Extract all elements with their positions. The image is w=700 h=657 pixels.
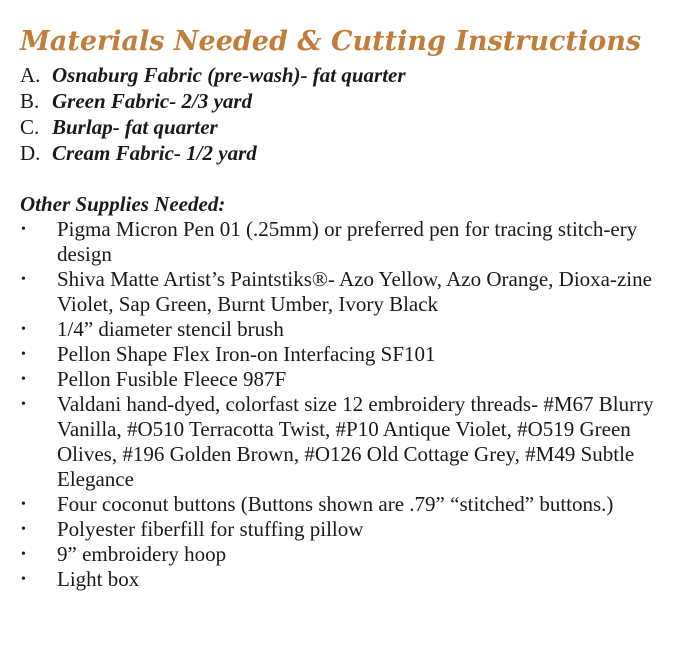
supply-text: Valdani hand-dyed, colorfast size 12 embroidery threads- #M67 Blurry Vanilla, #O510 Terracotta Twist, #P10 Antique Violet, #O519 Green Olives, #196 Golden Brown, #O126 Old Cottage Grey, #M49 Subtle Elegance — [57, 392, 654, 491]
supply-item — [20, 217, 675, 267]
bullet-icon: • — [21, 547, 26, 562]
bullet-icon: • — [21, 572, 26, 587]
bullet-icon: • — [21, 397, 26, 412]
supply-text: Polyester fiberfill for stuffing pillow — [57, 517, 364, 541]
bullet-icon: • — [21, 222, 26, 237]
supply-text: Shiva Matte Artist’s Paintstiks®- Azo Yellow, Azo Orange, Dioxa-zine Violet, Sap Green, Burnt Umber, Ivory Black — [57, 267, 652, 316]
material-letter: C. — [20, 115, 40, 139]
supply-item — [20, 567, 675, 592]
other-supplies-list — [20, 217, 675, 592]
material-item — [20, 88, 406, 114]
supply-text: Pellon Shape Flex Iron-on Interfacing SF101 — [57, 342, 436, 366]
supply-text: 9” embroidery hoop — [57, 542, 227, 566]
material-item — [20, 114, 406, 140]
bullet-icon: • — [21, 372, 26, 387]
material-letter: A. — [20, 63, 41, 87]
supply-text: Four coconut buttons (Buttons shown are .79” “stitched” buttons.) — [57, 492, 614, 516]
supply-item — [20, 342, 675, 367]
supply-item — [20, 367, 675, 392]
supply-item — [20, 267, 675, 317]
bullet-icon: • — [21, 272, 26, 287]
material-letter: B. — [20, 89, 40, 113]
other-supplies-heading: Other Supplies Needed: — [20, 192, 226, 216]
material-text: Osnaburg Fabric (pre-wash)- fat quarter — [52, 63, 406, 87]
supply-item — [20, 517, 675, 542]
bullet-icon: • — [21, 322, 26, 337]
materials-list — [20, 62, 406, 166]
supply-text: 1/4” diameter stencil brush — [57, 317, 284, 341]
material-text: Green Fabric- 2/3 yard — [52, 89, 253, 113]
bullet-icon: • — [21, 347, 26, 362]
page-title: Materials Needed & Cutting Instructions — [20, 26, 642, 57]
bullet-icon: • — [21, 497, 26, 512]
supply-text: Light box — [57, 567, 140, 591]
material-letter: D. — [20, 141, 41, 165]
supply-item — [20, 317, 675, 342]
material-text: Burlap- fat quarter — [52, 115, 218, 139]
supply-text: Pigma Micron Pen 01 (.25mm) or preferred pen for tracing stitch-ery design — [57, 217, 638, 266]
supply-item — [20, 492, 675, 517]
material-text: Cream Fabric- 1/2 yard — [52, 141, 257, 165]
supply-item — [20, 392, 675, 492]
material-item — [20, 62, 406, 88]
supply-item — [20, 542, 675, 567]
bullet-icon: • — [21, 522, 26, 537]
supply-text: Pellon Fusible Fleece 987F — [57, 367, 287, 391]
material-item — [20, 140, 406, 166]
